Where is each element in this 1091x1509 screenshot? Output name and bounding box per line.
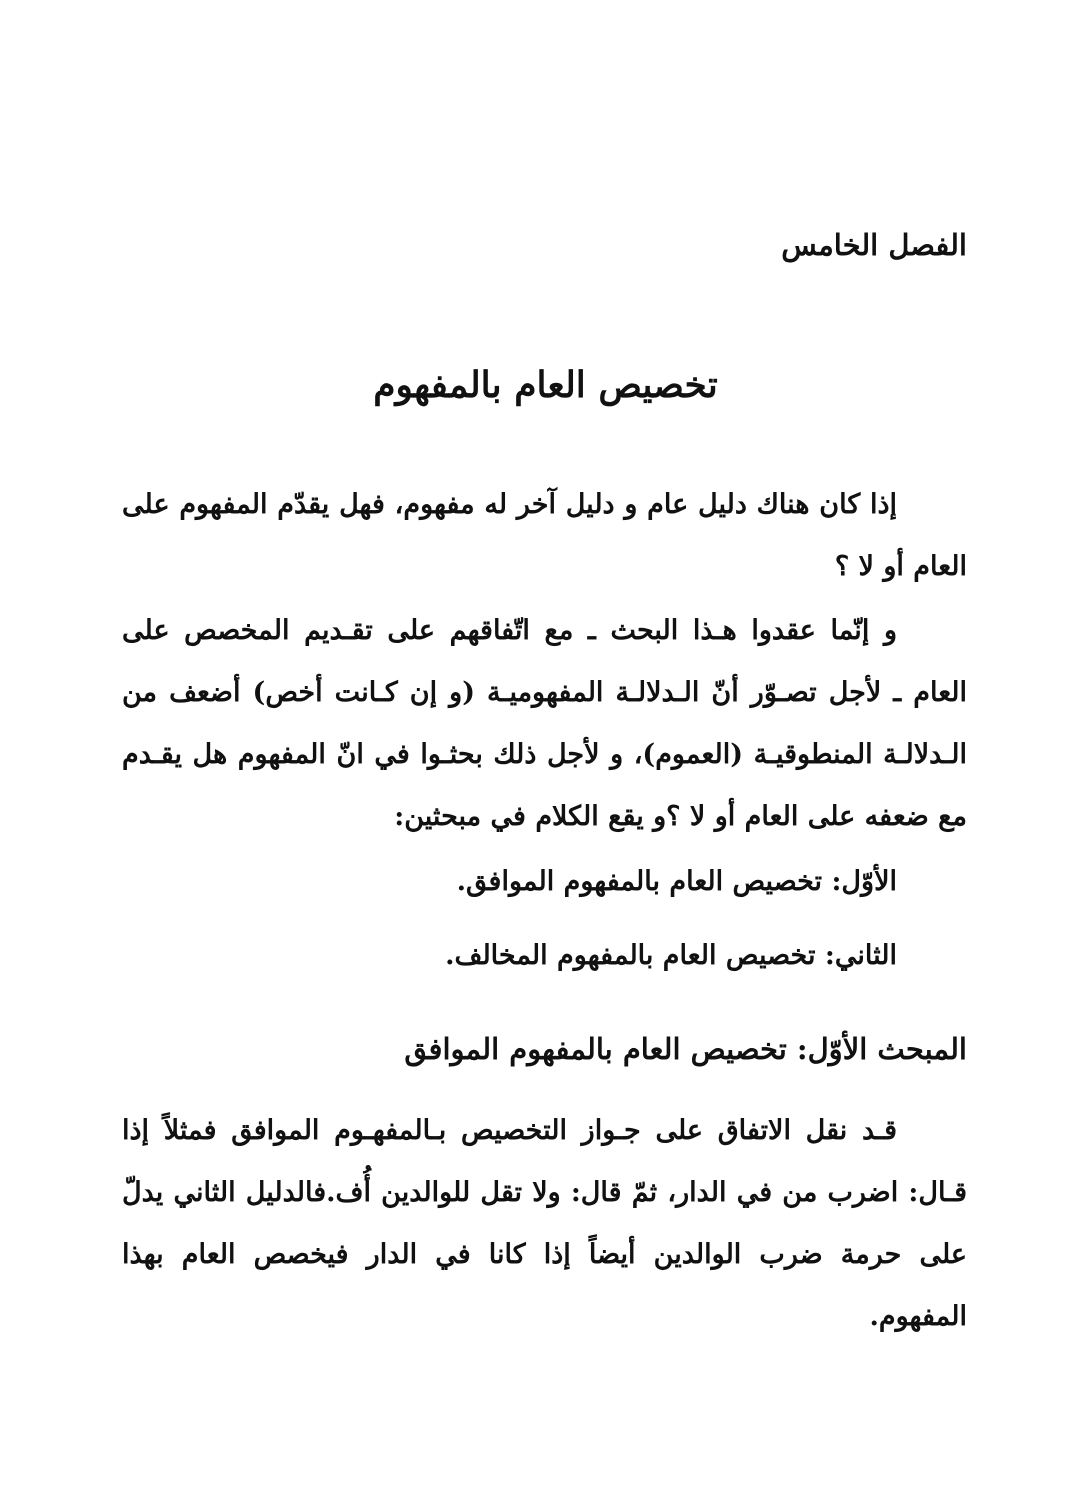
body-paragraph: قـد نقل الاتفاق على جـواز التخصيص بـالمفهـوم الموافق فمثلاً إذا قـال: اضرب من في الدار، ثمّ قال: ولا تقل للوالدين أُف.فالدليل الثاني يدلّ على حرمة ضرب الوالدين أيضاً إذا كانا في الدار فيخصص العام بهذا المفهوم. bbox=[122, 1115, 967, 1332]
list-item-label: الأوّل: bbox=[831, 866, 897, 897]
section-title: تخصيص العام بالمفهوم bbox=[373, 364, 718, 406]
chapter-label: الفصل الخامس bbox=[781, 228, 967, 262]
list-item-second bbox=[445, 940, 897, 971]
list-item-text: تخصيص العام بالمفهوم الموافق. bbox=[456, 866, 823, 897]
intro-paragraph: إذا كان هناك دليل عام و دليل آخر له مفهوم، فهل يقدّم المفهوم على العام أو لا ؟ bbox=[122, 489, 967, 582]
sub-heading: المبحث الأوّل: تخصيص العام بالمفهوم الموافق bbox=[404, 1032, 967, 1066]
list-item-text: تخصيص العام بالمفهوم المخالف. bbox=[445, 940, 816, 971]
list-item-first bbox=[457, 866, 897, 897]
explanation-paragraph: و إنّما عقدوا هـذا البحث ـ مع اتّفاقهم على تقـديم المخصص على العام ـ لأجل تصـوّر أنّ الـدلالـة المفهوميـة (و إن كـانت أخص) أضعف من الـدلالـة المنطوقيـة (العموم)، و لأجل ذلك بحثـوا في انّ المفهوم هل يقـدم مع ضعفه على العام أو لا ؟و يقع الكلام في مبحثين: bbox=[122, 615, 967, 832]
list-item-label: الثاني: bbox=[824, 940, 897, 971]
